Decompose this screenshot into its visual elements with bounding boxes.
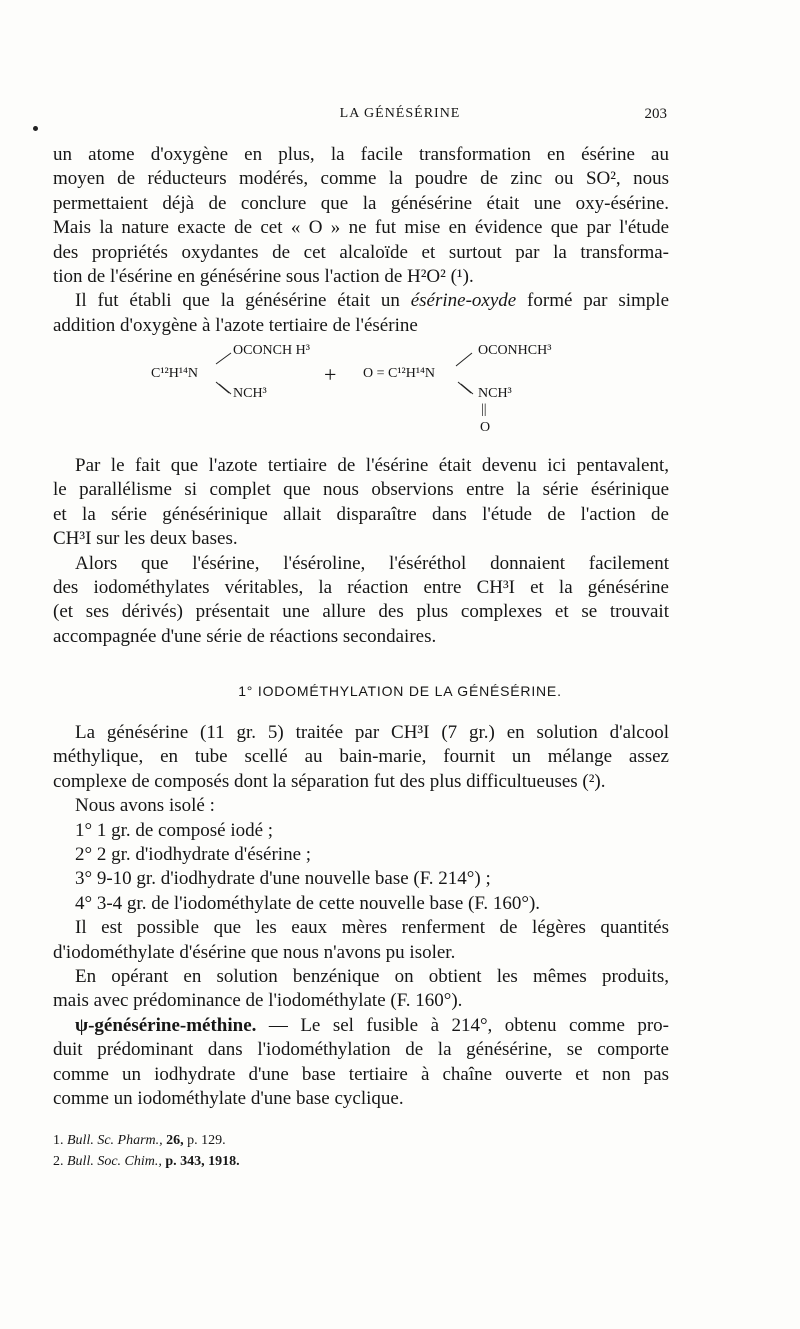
text-line: CH³I sur les deux bases. [53,528,238,550]
text-fragment: — Le sel fusible à 214°, obtenu comme pro- [256,1014,669,1036]
formula-middle: O = C¹²H¹⁴N [363,366,436,381]
text-line: comme un iodhydrate d'une base tertiaire à chaîne ouverte et non pas [53,1063,669,1085]
text-line: des propriétés oxydantes de cet alcaloïde et surtout par la transforma- [53,241,669,263]
text-line: Mais la nature exacte de cet « O » ne fut mise en évidence que par l'étude [53,217,669,239]
body-text-top [53,143,669,338]
text-line: le parallélisme si complet que nous observions entre la série ésérinique [53,479,669,501]
bold-term: ψ-génésérine-méthine. [75,1014,257,1036]
list-item: 1° 1 gr. de composé iodé ; [75,819,274,841]
footnote-journal: Bull. Sc. Pharm., [67,1133,163,1148]
list-item: 3° 9-10 gr. d'iodhydrate d'une nouvelle base (F. 214°) ; [75,868,491,890]
footnotes [53,1130,240,1172]
formula-bonds [0,342,800,442]
text-line: En opérant en solution benzénique on obtient les mêmes produits, [75,966,669,988]
list-item: 2° 2 gr. d'iodhydrate d'ésérine ; [75,844,312,866]
body-text-bottom [53,721,669,1112]
text-line: accompagnée d'une série de réactions secondaires. [53,625,437,647]
formula-double-bond: || [481,402,487,417]
list-item: 4° 3-4 gr. de l'iodométhylate de cette nouvelle base (F. 160°). [75,892,541,914]
italic-term: ésérine-oxyde [410,290,517,312]
formula-left-bottom: NCH³ [233,386,267,401]
text-line: Nous avons isolé : [75,795,215,817]
text-fragment: formé par simple [516,290,670,312]
text-line [53,1014,669,1038]
text-line: addition d'oxygène à l'azote tertiaire de l'ésérine [53,314,418,336]
formula-left-top: OCONCH H³ [233,343,310,358]
text-line: un atome d'oxygène en plus, la facile transformation en ésérine au [53,144,669,165]
text-line: duit prédominant dans l'iodométhylation de la génésérine, se comporte [53,1039,669,1061]
footnote-journal: Bull. Soc. Chim., [67,1154,162,1169]
formula-right-top: OCONHCH³ [478,343,552,358]
page-number: 203 [644,106,667,122]
footnote-rest: p. 343, 1918. [161,1154,240,1169]
formula-left-core: C¹²H¹⁴N [151,366,199,381]
text-line: La génésérine (11 gr. 5) traitée par CH³I (7 gr.) en solution d'alcool [75,722,669,743]
text-line: des iodométhylates véritables, la réaction entre CH³I et la génésérine [53,577,669,599]
text-line: d'iodométhylate d'ésérine que nous n'avons pu isoler. [53,941,456,963]
text-line: méthylique, en tube scellé au bain-marie, fournit un mélange assez [53,746,669,768]
text-line: Il est possible que les eaux mères renferment de légères quantités [75,917,669,939]
formula-right-bottom: NCH³ [478,386,512,401]
text-line: complexe de composés dont la séparation fut des plus difficultueuses (²). [53,770,606,792]
section-heading: 1° IODOMÉTHYLATION DE LA GÉNÉSÉRINE. [238,683,562,699]
footnote [53,1130,240,1151]
footnote-rest: p. 129. [183,1133,226,1148]
text-line: permettaient déjà de conclure que la génésérine était une oxy-ésérine. [53,192,669,214]
body-text-middle [53,454,669,649]
running-header-title: LA GÉNÉSÉRINE [339,106,461,121]
footnote-number: 2. [53,1154,64,1169]
formula-oxygen: O [480,420,491,435]
text-line: et la série génésérinique allait disparaître dans l'étude de l'action de [53,503,669,525]
text-line [53,289,669,313]
text-fragment: Il fut établi que la génésérine était un [75,290,411,312]
text-line: tion de l'ésérine en génésérine sous l'action de H²O² (¹). [53,266,474,288]
footnote-volume: 26, [166,1133,184,1148]
text-line: Par le fait que l'azote tertiaire de l'ésérine était devenu ici pentavalent, [75,455,669,476]
margin-dot [33,126,38,131]
text-line: comme un iodométhylate d'une base cyclique. [53,1088,404,1110]
chemical-formula [0,342,800,442]
footnote-number: 1. [53,1133,64,1148]
text-line: Alors que l'ésérine, l'éséroline, l'éséréthol donnaient facilement [75,552,669,574]
text-line: mais avec prédominance de l'iodométhylate (F. 160°). [53,990,463,1012]
formula-plus: + [324,362,337,387]
footnote [53,1151,240,1172]
text-line: moyen de réducteurs modérés, comme la poudre de zinc ou SO², nous [53,168,669,190]
text-line: (et ses dérivés) présentait une allure des plus complexes et se trouvait [53,601,669,623]
